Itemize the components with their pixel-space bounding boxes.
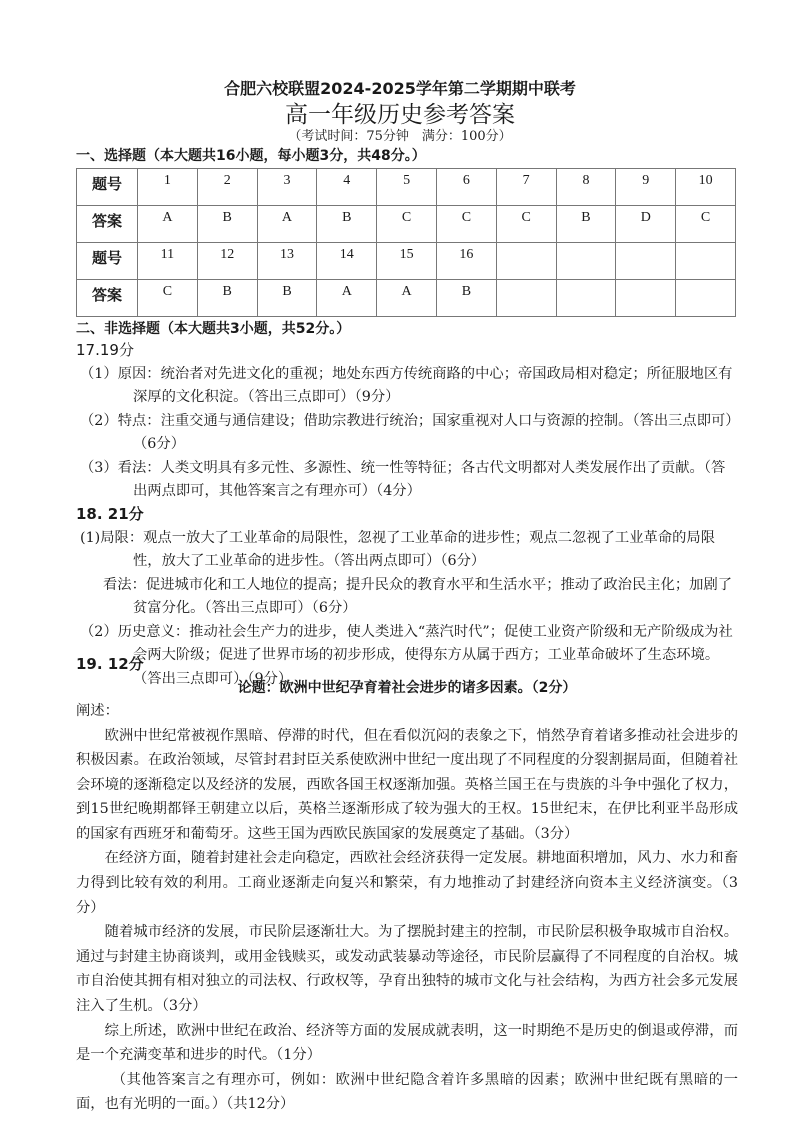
answer-row [77,206,736,243]
table-cell [616,243,676,280]
row-label: 题号 [77,243,138,280]
table-cell: 4 [317,169,377,206]
table-cell: A [257,206,317,243]
table-cell [496,243,556,280]
table-cell: 16 [436,243,496,280]
table-cell: 2 [197,169,257,206]
section1-heading: 一、选择题（本大题共16小题，每小题3分，共48分。） [76,148,426,164]
q17-title: 17.19分 [76,341,134,359]
answer-row [77,280,736,317]
table-cell: 14 [317,243,377,280]
q17-item: （1）原因：统治者对先进文化的重视；地处东西方传统商路的中心；帝国政局相对稳定；所征服地区有深厚的文化积淀。（答出三点即可）（9分） [80,365,733,405]
table-cell: B [556,206,616,243]
q19-thesis: 论题：欧洲中世纪孕育着社会进步的诸多因素。（2分） [237,679,577,696]
table-cell: 1 [138,169,198,206]
q19-title: 19. 12分 [76,655,144,673]
table-cell: A [138,206,198,243]
table-cell: 11 [138,243,198,280]
exam-title: 合肥六校联盟2024-2025学年第二学期期中联考 [224,79,576,98]
table-cell: C [436,206,496,243]
table-cell [676,243,736,280]
table-cell: 13 [257,243,317,280]
section2-heading: 二、非选择题（本大题共3小题，共52分。） [76,321,351,337]
table-cell: 9 [616,169,676,206]
exam-info: （考试时间：75分钟 满分：100分） [288,129,512,144]
table-cell: B [197,280,257,317]
q18-title: 18. 21分 [76,505,144,523]
table-cell: A [317,280,377,317]
row-label: 答案 [77,206,138,243]
table-cell: C [676,206,736,243]
table-cell [496,280,556,317]
q19-paragraph: 在经济方面，随着封建社会走向稳定，西欧社会经济获得一定发展。耕地面积增加，风力、水力和畜力得到比较有效的利用。工商业逐渐走向复兴和繁荣，有力地推动了封建经济向资本主义经济演变。（3分） [76,850,738,916]
question-number-row [77,243,736,280]
q17-item: （3）看法：人类文明具有多元性、多源性、统一性等特征；各古代文明都对人类发展作出了贡献。（答出两点即可，其他答案言之有理亦可）（4分） [80,459,726,499]
table-cell: B [257,280,317,317]
question-17 [76,339,738,504]
row-label: 题号 [77,169,138,206]
q19-paragraph: 综上所述，欧洲中世纪在政治、经济等方面的发展成就表明，这一时期绝不是历史的倒退或停滞，而是一个充满变革和进步的时代。（1分） [76,1022,738,1064]
q19-paragraph: （其他答案言之有理亦可，例如：欧洲中世纪隐含着许多黑暗的因素；欧洲中世纪既有黑暗的一面，也有光明的一面。）（共12分） [76,1071,738,1113]
q18-item: （2）历史意义：推动社会生产力的进步，使人类进入“蒸汽时代”；促使工业资产阶级和无产阶级成为社会两大阶级；促进了世界市场的初步形成，使得东方从属于西方；工业革命破坏了生态环境。（答出三点即可）（9分） [80,623,733,687]
question-number-row [77,169,736,206]
table-cell: C [138,280,198,317]
q17-item: （2）特点：注重交通与通信建设；借助宗教进行统治；国家重视对人口与资源的控制。（答出三点即可）（6分） [80,412,733,452]
q19-paragraph: 欧洲中世纪常被视作黑暗、停滞的时代，但在看似沉闷的表象之下，悄然孕育着诸多推动社会进步的积极因素。在政治领域，尽管封君封臣关系使欧洲中世纪一度出现了不同程度的分裂割据局面，但随着社会环境的逐渐稳定以及经济的发展，西欧各国王权逐渐加强。英格兰国王在与贵族的斗争中强化了权力，到15世纪晚期都铎王朝建立以后，英格兰逐渐形成了较为强大的王权。15世纪末，在伊比利亚半岛形成的国家有西班牙和葡萄牙。这些王国为西欧民族国家的发展奠定了基础。（3分） [76,727,738,842]
table-cell [556,243,616,280]
table-cell [616,280,676,317]
table-cell: A [377,280,437,317]
table-cell: 5 [377,169,437,206]
table-cell [676,280,736,317]
q18-item: 看法：促进城市化和工人地位的提高；提升民众的教育水平和生活水平；推动了政治民主化；加剧了贫富分化。（答出三点即可）（6分） [103,576,733,616]
table-cell: 8 [556,169,616,206]
table-cell: 12 [197,243,257,280]
table-cell: B [197,206,257,243]
table-cell: 6 [436,169,496,206]
table-cell: C [496,206,556,243]
table-cell: B [436,280,496,317]
table-cell: 3 [257,169,317,206]
answer-table [76,168,736,317]
table-cell [556,280,616,317]
table-cell: 7 [496,169,556,206]
q19-elaborate-label: 阐述： [76,703,119,719]
table-cell: 15 [377,243,437,280]
table-cell: 10 [676,169,736,206]
document-title: 高一年级历史参考答案 [285,102,515,128]
table-cell: B [317,206,377,243]
q19-paragraph: 随着城市经济的发展，市民阶层逐渐壮大。为了摆脱封建主的控制，市民阶层积极争取城市自治权。通过与封建主协商谈判，或用金钱赎买，或发动武装暴动等途径，市民阶层赢得了不同程度的自治权。城市自治使其拥有相对独立的司法权、行政权等，孕育出独特的城市文化与社会结构，为西方社会多元发展注入了生机。（3分） [76,924,738,1015]
table-cell: C [377,206,437,243]
question-19 [76,653,738,1117]
row-label: 答案 [77,280,138,317]
q18-item: (1)局限：观点一放大了工业革命的局限性，忽视了工业革命的进步性；观点二忽视了工业革命的局限性，放大了工业革命的进步性。（答出两点即可）（6分） [80,529,716,569]
table-cell: D [616,206,676,243]
